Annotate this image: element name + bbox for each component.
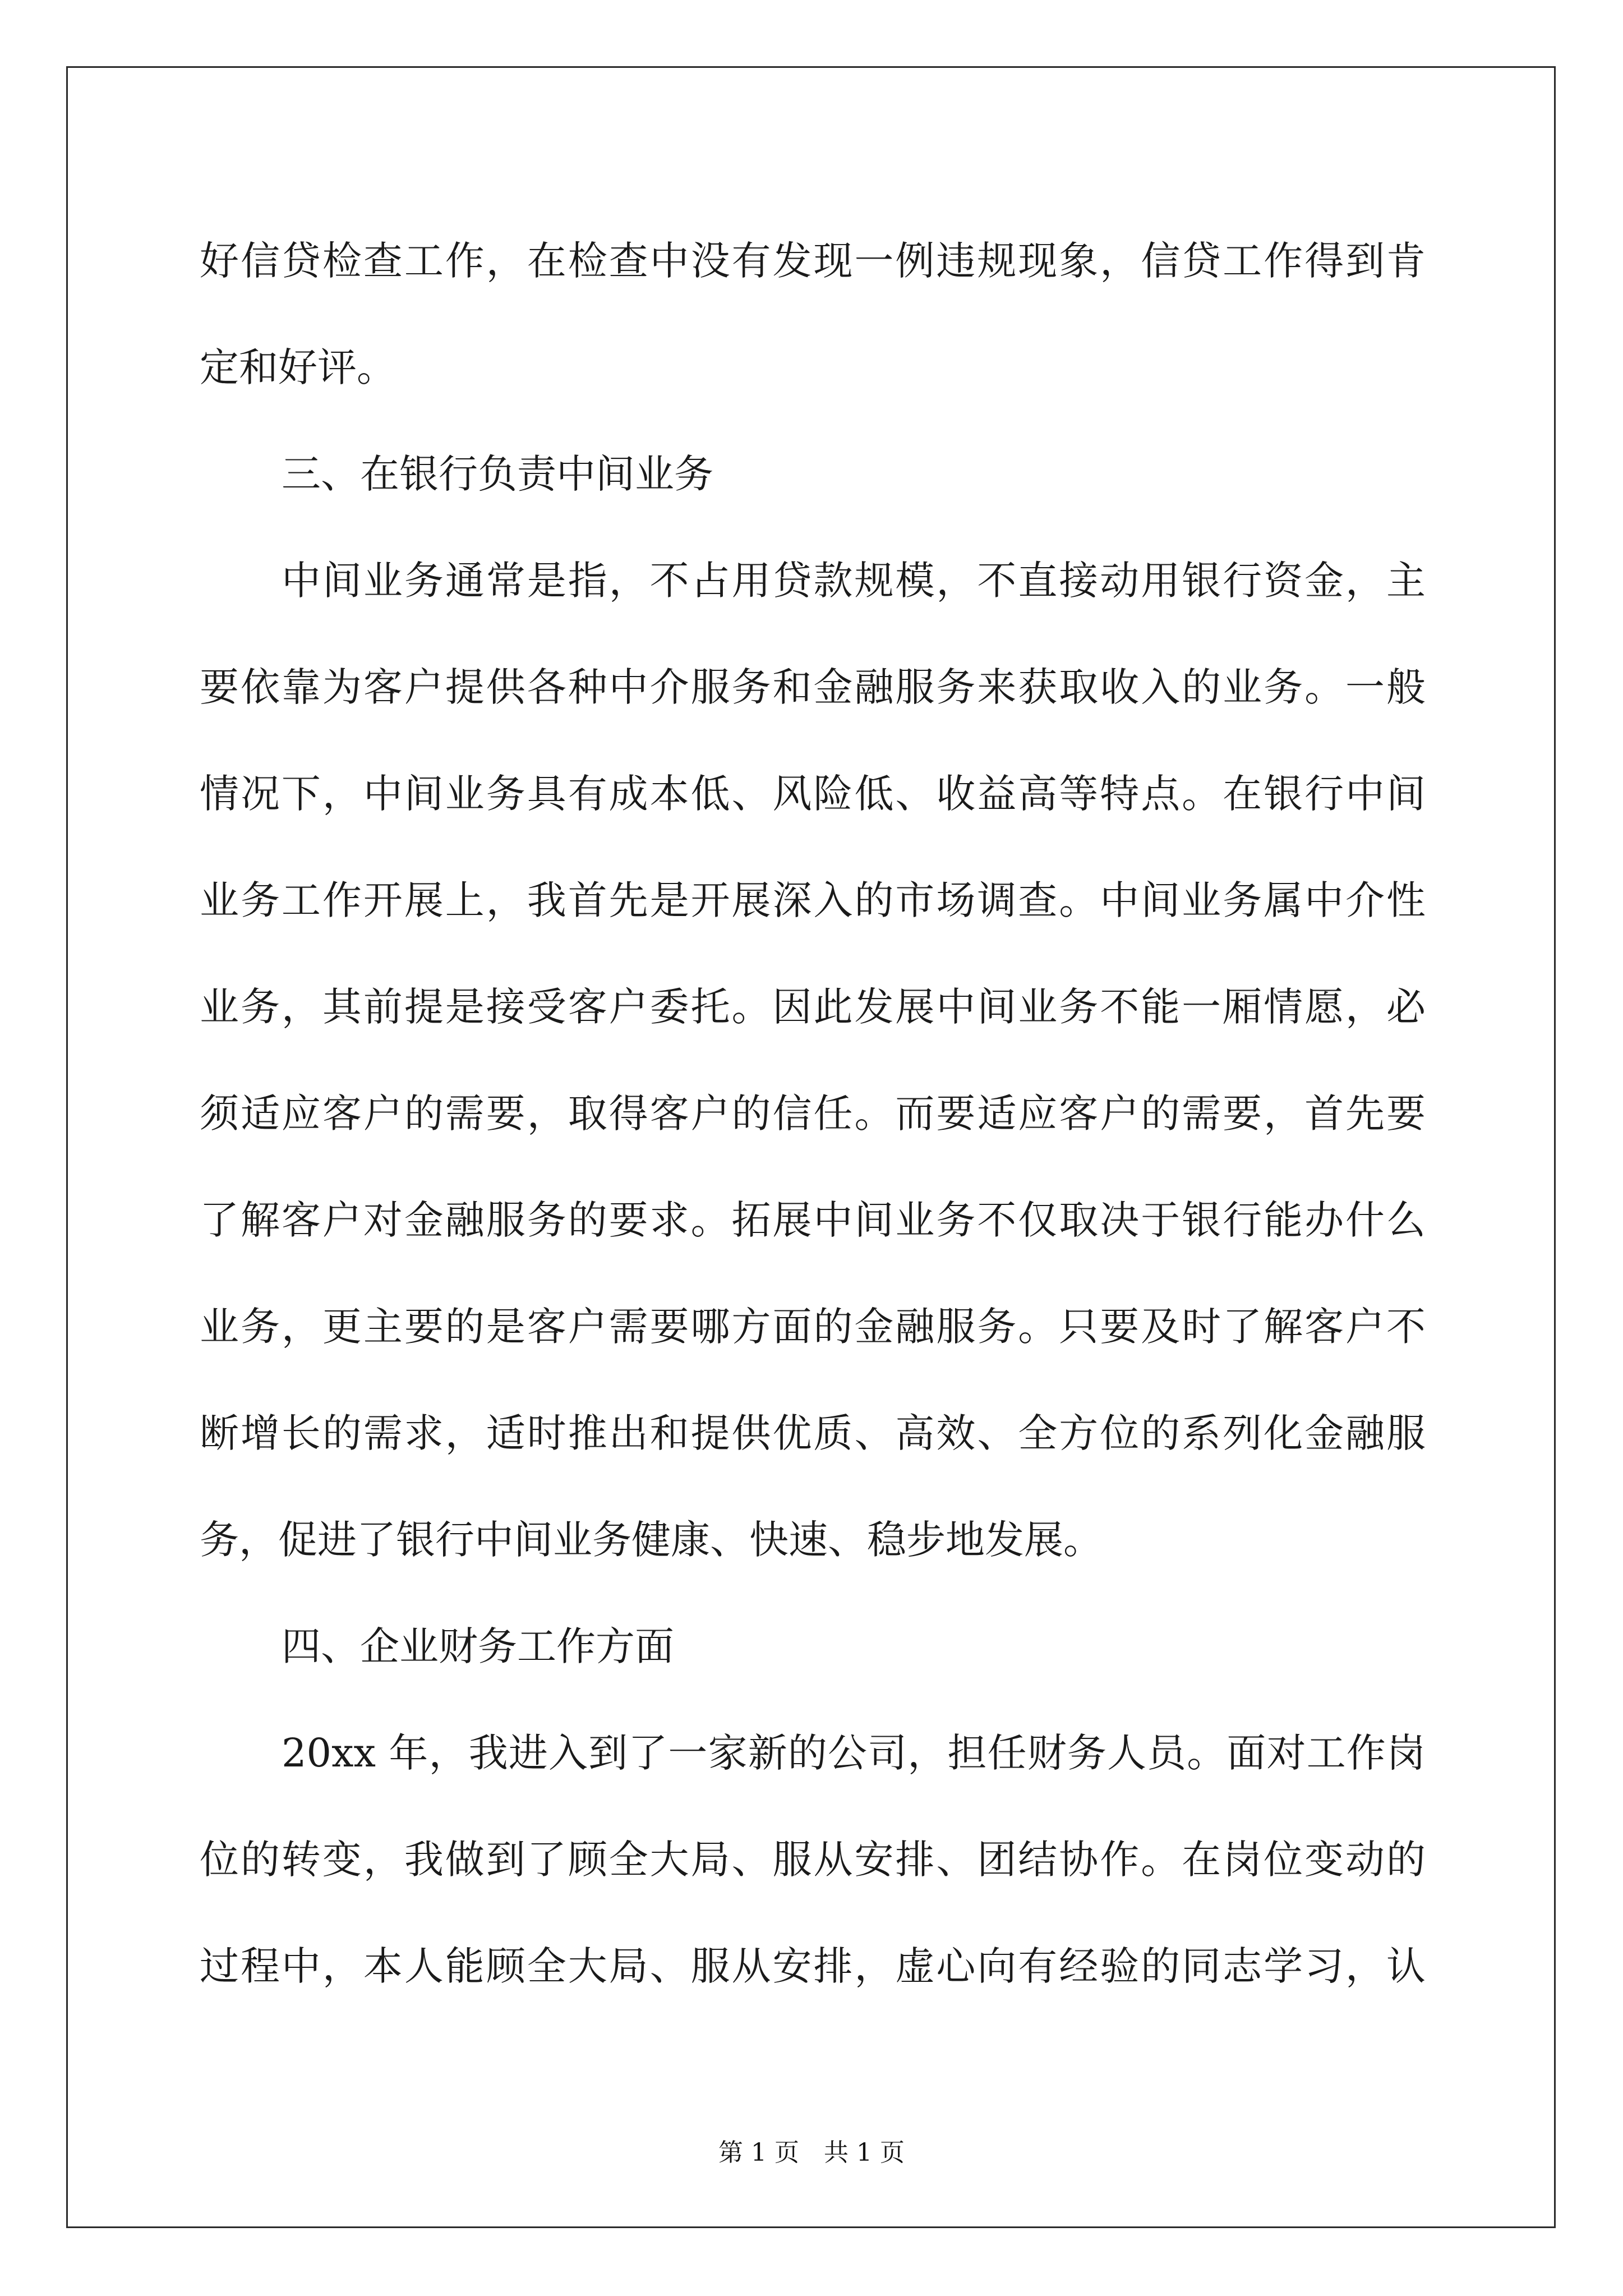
text-line: 情况下，中间业务具有成本低、风险低、收益高等特点。在银行中间 [200, 771, 1426, 817]
section-heading: 三、在银行负责中间业务 [282, 451, 713, 497]
text-line: 位的转变，我做到了顾全大局、服从安排、团结协作。在岗位变动的 [200, 1837, 1426, 1883]
text-line: 好信贷检查工作，在检查中没有发现一例违规现象，信贷工作得到肯 [200, 238, 1426, 284]
text-line: 业务，更主要的是客户需要哪方面的金融服务。只要及时了解客户不 [200, 1304, 1426, 1350]
text-line: 要依靠为客户提供各种中介服务和金融服务来获取收入的业务。一般 [200, 664, 1426, 710]
text-line: 务，促进了银行中间业务健康、快速、稳步地发展。 [200, 1517, 1103, 1563]
page-number: 第 1 页 共 1 页 [718, 2138, 905, 2167]
text-line: 须适应客户的需要，取得客户的信任。而要适应客户的需要，首先要 [200, 1091, 1426, 1137]
text-line: 断增长的需求，适时推出和提供优质、高效、全方位的系列化金融服 [200, 1410, 1426, 1456]
text-line: 20xx 年，我进入到了一家新的公司，担任财务人员。面对工作岗 [282, 1730, 1426, 1776]
text-line: 定和好评。 [200, 344, 396, 390]
section-heading: 四、企业财务工作方面 [282, 1623, 674, 1669]
text-line: 业务，其前提是接受客户委托。因此发展中间业务不能一厢情愿，必 [200, 984, 1426, 1030]
text-line: 中间业务通常是指，不占用贷款规模，不直接动用银行资金，主 [282, 558, 1426, 604]
document-body [200, 208, 1426, 2019]
text-line: 业务工作开展上，我首先是开展深入的市场调查。中间业务属中介性 [200, 877, 1426, 923]
page-footer [0, 2136, 1623, 2170]
text-line: 过程中，本人能顾全大局、服从安排，虚心向有经验的同志学习，认 [200, 1943, 1426, 1989]
text-line: 了解客户对金融服务的要求。拓展中间业务不仅取决于银行能办什么 [200, 1197, 1426, 1243]
